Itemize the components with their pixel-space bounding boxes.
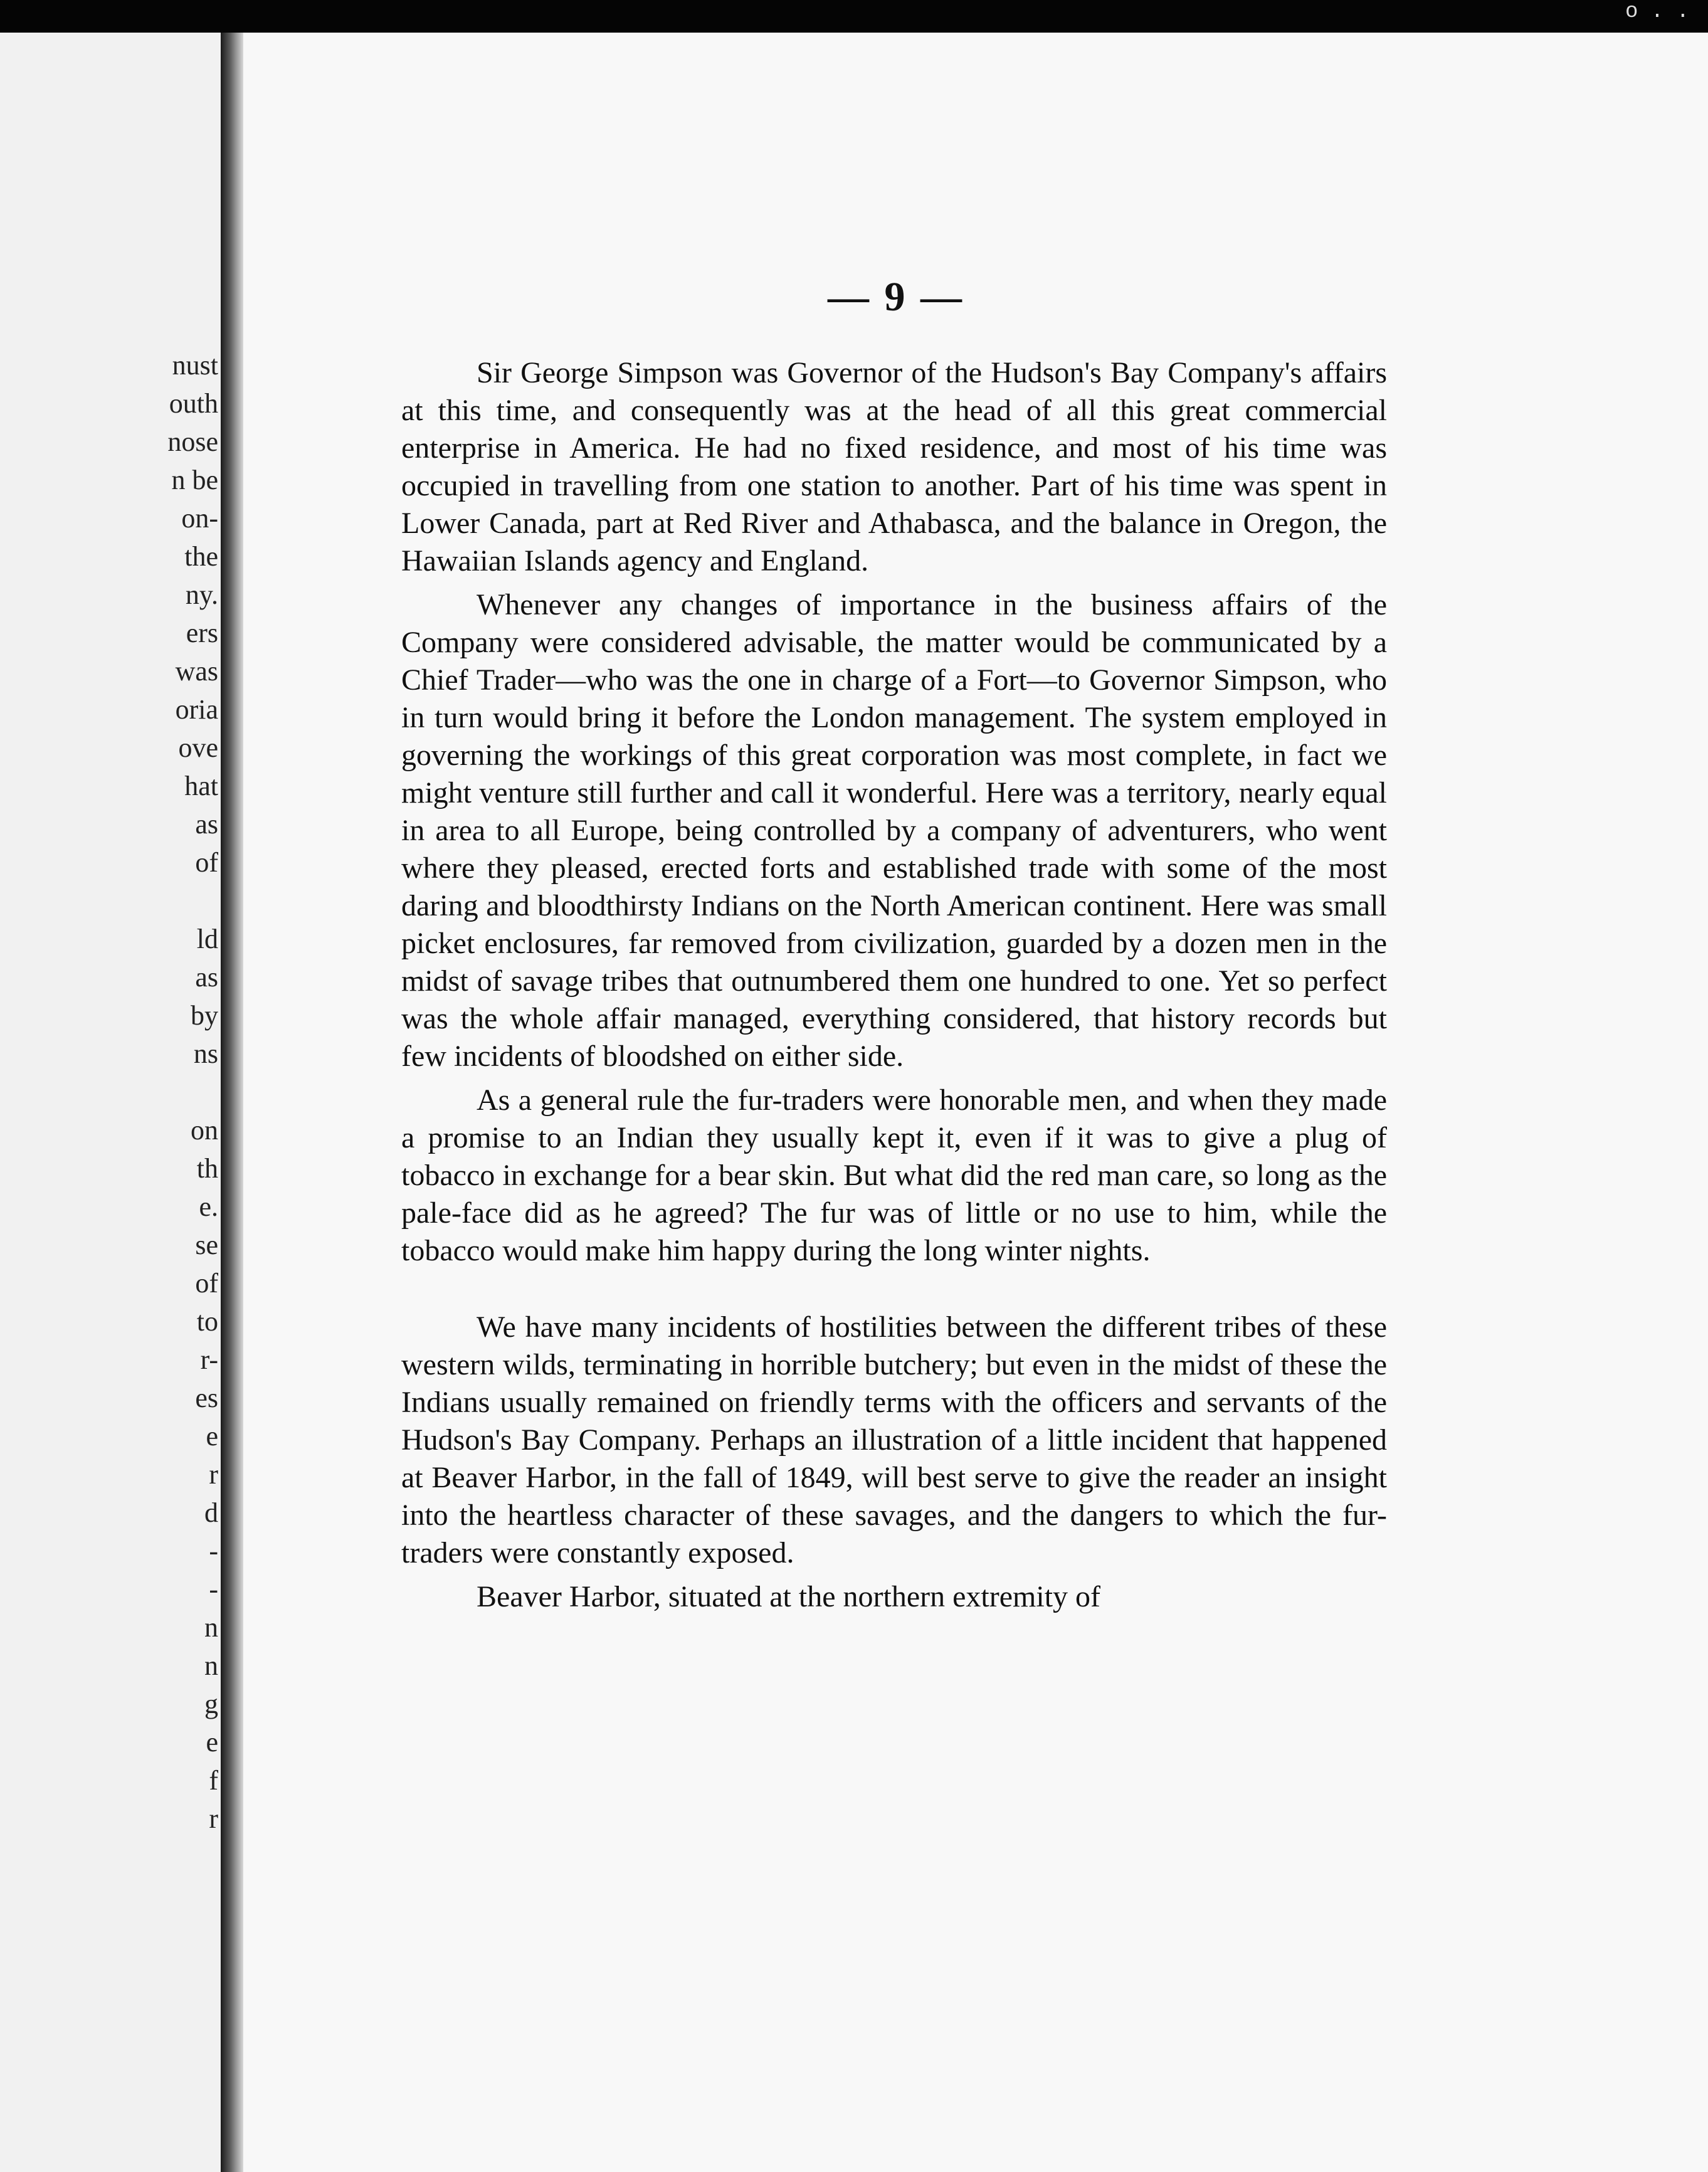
fragment: e	[206, 1727, 218, 1758]
fragment: n	[204, 1612, 218, 1643]
paragraph: Beaver Harbor, situated at the northern extremity of	[477, 1580, 1101, 1613]
fragment: es	[195, 1383, 218, 1413]
fragment: nust	[172, 350, 218, 381]
fragment: -	[209, 1536, 218, 1566]
body-text	[401, 354, 1387, 1622]
fragment: th	[196, 1153, 218, 1184]
fragment: as	[195, 809, 218, 840]
fragment: on	[191, 1115, 218, 1146]
book-binding-shadow	[221, 33, 243, 2172]
fragment: -	[209, 1574, 218, 1605]
paragraph: As a general rule the fur-traders were honorable men, and when they made a promise to an Indian they usually kept it, even if it was to give a plug of tobacco in exchange for a bear skin. But what did the red man care, so long as the pale-face did as he agreed? The fur was of little or no use to him, while the tobacco would make him happy during the long winter nights.	[401, 1083, 1387, 1267]
fragment: e	[206, 1421, 218, 1452]
fragment: hat	[184, 771, 218, 801]
fragment: se	[195, 1230, 218, 1260]
fragment: as	[195, 962, 218, 993]
fragment: f	[209, 1765, 218, 1796]
fragment: oria	[175, 694, 218, 725]
left-page-text-fragments	[167, 346, 218, 1838]
page-number: — 9 —	[828, 274, 964, 320]
fragment	[167, 1073, 218, 1111]
fragment: n be	[171, 465, 218, 495]
fragment: the	[184, 541, 218, 572]
fragment: e.	[199, 1191, 218, 1222]
fragment: ny.	[185, 579, 218, 610]
fragment: ers	[186, 618, 218, 648]
fragment: r	[209, 1803, 218, 1834]
fragment: was	[175, 656, 218, 687]
paragraph: Sir George Simpson was Governor of the Hudson's Bay Company's affairs at this time, and consequently was at the head of all this great commercial enterprise in America. He had no fixed residence, and most of his time was occupied in travelling from one station to another. Part of his time was spent in Lower Canada, part at Red River and Athabasca, and the balance in Oregon, the Hawaiian Islands agency and England.	[401, 356, 1387, 577]
fragment: nose	[167, 426, 218, 457]
fragment: d	[204, 1497, 218, 1528]
fragment: n	[204, 1650, 218, 1681]
corner-mark: o . .	[1625, 0, 1689, 24]
fragment: of	[195, 847, 218, 878]
fragment: to	[196, 1306, 218, 1337]
fragment: ns	[193, 1038, 218, 1069]
paragraph: Whenever any changes of importance in the business affairs of the Company were considered advisable, the matter would be communicated by a Chief Trader—who was the one in charge of a Fort—to Governor Simpson, who in turn would bring it before the London management. The system employed in governing the workings of this great corporation was most complete, in fact we might venture still further and call it wonderful. Here was a territory, nearly equal in area to all Europe, being controlled by a company of adventurers, who went where they pleased, erected forts and established trade with some of the most daring and bloodthirsty Indians on the North American continent. Here was small picket enclosures, far removed from civilization, guarded by a dozen men in the midst of savage tribes that outnumbered them one hundred to one. Yet so perfect was the whole affair managed, everything considered, that history records but few incidents of bloodshed on either side.	[401, 588, 1387, 1073]
fragment: outh	[169, 388, 218, 419]
fragment: g	[204, 1689, 218, 1719]
fragment: r-	[200, 1344, 218, 1375]
fragment: r	[209, 1459, 218, 1490]
fragment: of	[195, 1268, 218, 1299]
fragment: on-	[181, 503, 218, 534]
fragment: by	[191, 1000, 218, 1031]
fragment	[167, 882, 218, 920]
paragraph: We have many incidents of hostilities between the different tribes of these western wilds, terminating in horrible butchery; but even in the midst of these the Indians usually remained on friendly terms with the officers and servants of the Hudson's Bay Company. Perhaps an illustration of a little incident that happened at Beaver Harbor, in the fall of 1849, will best serve to give the reader an insight into the heartless character of these savages, and the dangers to which the fur-traders were constantly exposed.	[401, 1310, 1387, 1569]
left-page	[0, 33, 221, 2172]
fragment: ove	[178, 732, 218, 763]
fragment: ld	[196, 924, 218, 954]
